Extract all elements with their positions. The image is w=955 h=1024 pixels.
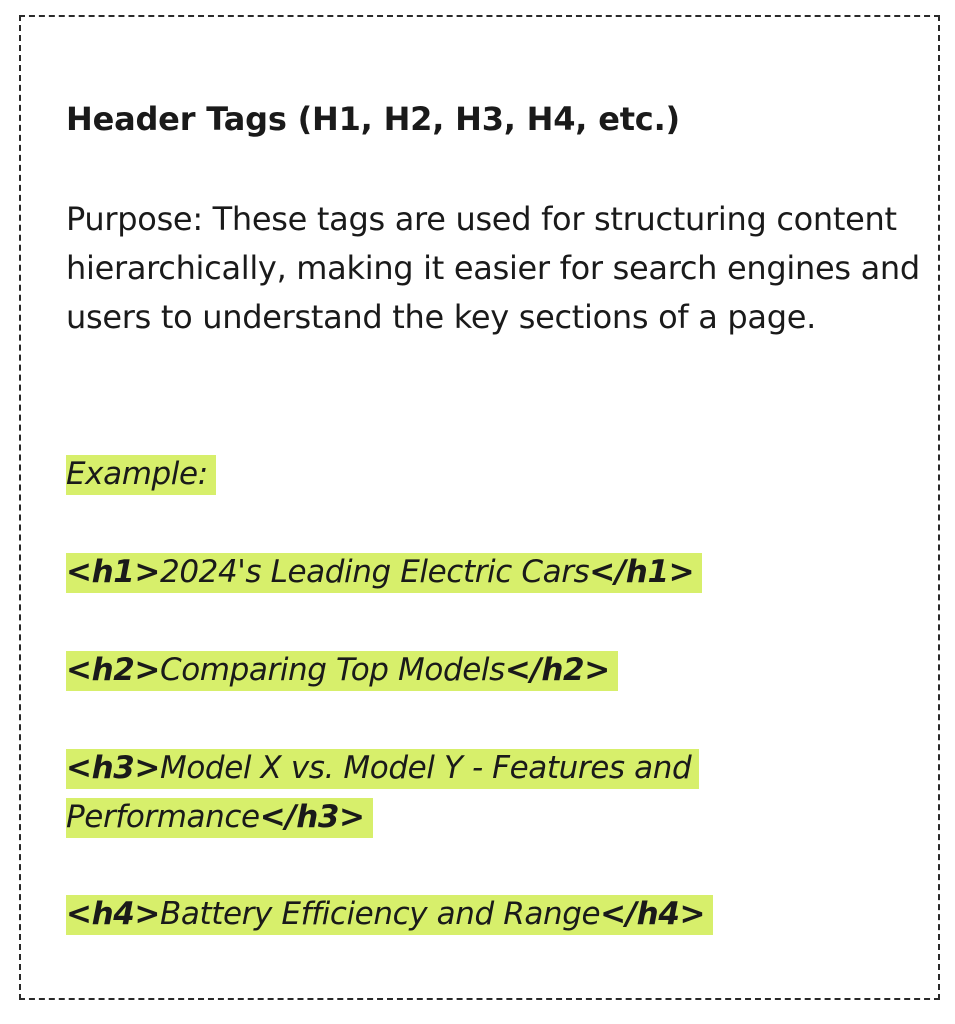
h4-text: Battery Efficiency and Range [160, 896, 601, 932]
h3-close-tag: </h3> [259, 799, 365, 835]
h3-open-tag: <h3> [66, 750, 160, 786]
example-h4 [66, 895, 713, 935]
example-h2-line [66, 646, 618, 695]
example-label: Example: [66, 455, 216, 495]
h2-open-tag: <h2> [66, 652, 160, 688]
h2-text: Comparing Top Models [160, 652, 505, 688]
example-h1-line [66, 548, 702, 597]
example-label-line [66, 450, 216, 499]
dashed-info-box [19, 15, 940, 1000]
h1-open-tag: <h1> [66, 554, 160, 590]
purpose-paragraph: Purpose: These tags are used for structuring content hierarchically, making it easier for search engines and users to understand the key sections of a page. [66, 200, 920, 336]
h1-text: 2024's Leading Electric Cars [160, 554, 590, 590]
example-h4-line [66, 890, 713, 939]
h4-close-tag: </h4> [600, 896, 706, 932]
example-h1 [66, 553, 702, 593]
example-h2 [66, 651, 618, 691]
h4-open-tag: <h4> [66, 896, 160, 932]
h3-text: Model X vs. Model Y - Features and Performance [66, 750, 692, 835]
h2-close-tag: </h2> [504, 652, 610, 688]
section-heading: Header Tags (H1, H2, H3, H4, etc.) [66, 100, 680, 138]
example-h3 [66, 749, 699, 838]
h1-close-tag: </h1> [589, 554, 695, 590]
example-h3-line [66, 744, 746, 842]
